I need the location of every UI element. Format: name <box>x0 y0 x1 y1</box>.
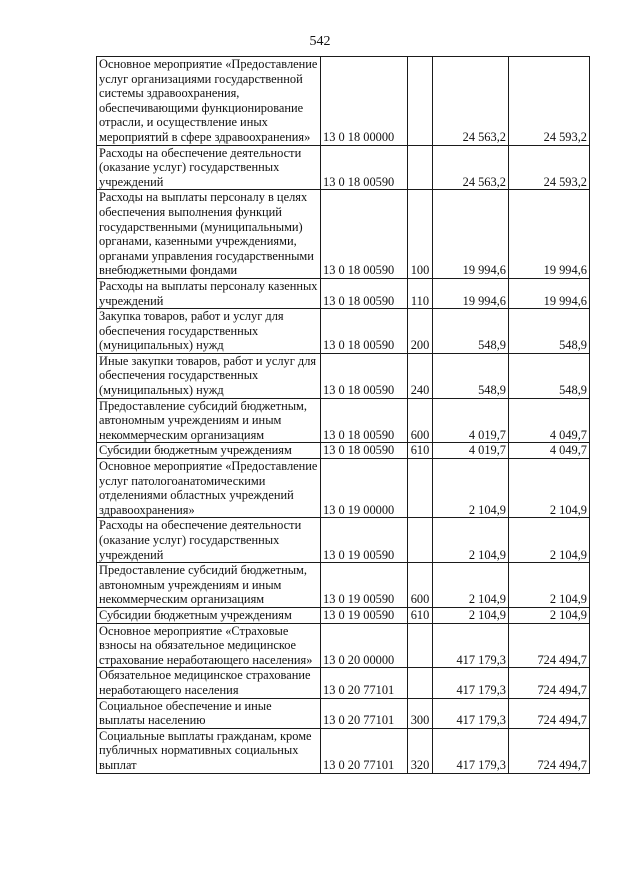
table-row <box>97 443 590 459</box>
row-type-cell: 240 <box>408 353 433 398</box>
budget-table-body <box>97 57 590 774</box>
row-type-cell: 320 <box>408 728 433 773</box>
row-amount2-cell: 24 593,2 <box>509 57 590 146</box>
table-row <box>97 518 590 563</box>
row-type-cell <box>408 623 433 668</box>
row-amount2-cell: 724 494,7 <box>509 698 590 728</box>
row-amount2-cell: 19 994,6 <box>509 190 590 279</box>
row-type-cell <box>408 668 433 698</box>
row-name-cell: Расходы на обеспечение деятельности (оказание услуг) государственных учреждений <box>97 145 321 190</box>
row-name-cell: Закупка товаров, работ и услуг для обеспечения государственных (муниципальных) нужд <box>97 309 321 354</box>
row-amount1-cell: 548,9 <box>433 309 509 354</box>
row-name-cell: Иные закупки товаров, работ и услуг для обеспечения государственных (муниципальных) нужд <box>97 353 321 398</box>
table-row <box>97 668 590 698</box>
row-code-cell: 13 0 18 00590 <box>321 278 408 308</box>
row-name-cell: Расходы на обеспечение деятельности (оказание услуг) государственных учреждений <box>97 518 321 563</box>
row-amount1-cell: 417 179,3 <box>433 668 509 698</box>
row-code-cell: 13 0 19 00000 <box>321 459 408 518</box>
table-row <box>97 57 590 146</box>
budget-table <box>96 56 590 774</box>
row-amount2-cell: 4 049,7 <box>509 443 590 459</box>
row-type-cell <box>408 57 433 146</box>
row-amount1-cell: 2 104,9 <box>433 607 509 623</box>
row-type-cell: 110 <box>408 278 433 308</box>
row-type-cell: 610 <box>408 443 433 459</box>
row-name-cell: Расходы на выплаты персоналу в целях обеспечения выполнения функций государственными (муниципальными) органами, казенными учреждениями, органами управления государственными внебюджетными фондами <box>97 190 321 279</box>
row-code-cell: 13 0 20 77101 <box>321 668 408 698</box>
table-row <box>97 728 590 773</box>
row-amount2-cell: 2 104,9 <box>509 518 590 563</box>
row-name-cell: Основное мероприятие «Страховые взносы на обязательное медицинское страхование неработающего населения» <box>97 623 321 668</box>
row-amount2-cell: 2 104,9 <box>509 459 590 518</box>
row-type-cell: 100 <box>408 190 433 279</box>
table-row <box>97 607 590 623</box>
row-type-cell: 300 <box>408 698 433 728</box>
row-amount1-cell: 24 563,2 <box>433 57 509 146</box>
table-row <box>97 353 590 398</box>
table-row <box>97 623 590 668</box>
row-name-cell: Предоставление субсидий бюджетным, автономным учреждениям и иным некоммерческим организациям <box>97 398 321 443</box>
row-type-cell: 200 <box>408 309 433 354</box>
row-code-cell: 13 0 18 00590 <box>321 398 408 443</box>
table-row <box>97 459 590 518</box>
row-code-cell: 13 0 18 00000 <box>321 57 408 146</box>
row-name-cell: Субсидии бюджетным учреждениям <box>97 443 321 459</box>
row-amount1-cell: 24 563,2 <box>433 145 509 190</box>
row-code-cell: 13 0 19 00590 <box>321 607 408 623</box>
row-name-cell: Социальное обеспечение и иные выплаты населению <box>97 698 321 728</box>
row-amount1-cell: 4 019,7 <box>433 443 509 459</box>
row-name-cell: Основное мероприятие «Предоставление услуг организациями государственной системы здравоохранения, обеспечивающими функционирование отрасли, и осуществление иных мероприятий в сфере здравоохранения» <box>97 57 321 146</box>
row-amount2-cell: 19 994,6 <box>509 278 590 308</box>
row-code-cell: 13 0 18 00590 <box>321 190 408 279</box>
row-type-cell <box>408 518 433 563</box>
table-row <box>97 145 590 190</box>
row-code-cell: 13 0 20 00000 <box>321 623 408 668</box>
table-row <box>97 563 590 608</box>
row-amount2-cell: 724 494,7 <box>509 623 590 668</box>
table-row <box>97 190 590 279</box>
table-row <box>97 309 590 354</box>
row-amount1-cell: 417 179,3 <box>433 698 509 728</box>
row-amount1-cell: 2 104,9 <box>433 518 509 563</box>
row-name-cell: Основное мероприятие «Предоставление услуг патологоанатомическими отделениями областных учреждений здравоохранения» <box>97 459 321 518</box>
row-amount1-cell: 4 019,7 <box>433 398 509 443</box>
row-type-cell: 610 <box>408 607 433 623</box>
row-type-cell: 600 <box>408 398 433 443</box>
row-amount2-cell: 548,9 <box>509 353 590 398</box>
row-type-cell: 600 <box>408 563 433 608</box>
row-name-cell: Обязательное медицинское страхование неработающего населения <box>97 668 321 698</box>
row-amount2-cell: 724 494,7 <box>509 668 590 698</box>
row-type-cell <box>408 145 433 190</box>
table-row <box>97 698 590 728</box>
row-amount2-cell: 2 104,9 <box>509 563 590 608</box>
row-amount2-cell: 2 104,9 <box>509 607 590 623</box>
row-amount1-cell: 2 104,9 <box>433 459 509 518</box>
row-amount2-cell: 4 049,7 <box>509 398 590 443</box>
row-amount2-cell: 548,9 <box>509 309 590 354</box>
row-name-cell: Социальные выплаты гражданам, кроме публичных нормативных социальных выплат <box>97 728 321 773</box>
row-amount1-cell: 417 179,3 <box>433 728 509 773</box>
row-code-cell: 13 0 18 00590 <box>321 353 408 398</box>
row-amount2-cell: 24 593,2 <box>509 145 590 190</box>
row-code-cell: 13 0 20 77101 <box>321 728 408 773</box>
table-row <box>97 398 590 443</box>
row-amount2-cell: 724 494,7 <box>509 728 590 773</box>
row-amount1-cell: 548,9 <box>433 353 509 398</box>
row-name-cell: Предоставление субсидий бюджетным, автономным учреждениям и иным некоммерческим организациям <box>97 563 321 608</box>
row-code-cell: 13 0 19 00590 <box>321 518 408 563</box>
table-row <box>97 278 590 308</box>
page-number: 542 <box>309 34 331 49</box>
row-code-cell: 13 0 20 77101 <box>321 698 408 728</box>
row-amount1-cell: 19 994,6 <box>433 190 509 279</box>
row-code-cell: 13 0 18 00590 <box>321 309 408 354</box>
row-amount1-cell: 2 104,9 <box>433 563 509 608</box>
row-name-cell: Расходы на выплаты персоналу казенных учреждений <box>97 278 321 308</box>
row-code-cell: 13 0 18 00590 <box>321 443 408 459</box>
row-type-cell <box>408 459 433 518</box>
row-amount1-cell: 417 179,3 <box>433 623 509 668</box>
row-amount1-cell: 19 994,6 <box>433 278 509 308</box>
row-name-cell: Субсидии бюджетным учреждениям <box>97 607 321 623</box>
row-code-cell: 13 0 19 00590 <box>321 563 408 608</box>
row-code-cell: 13 0 18 00590 <box>321 145 408 190</box>
